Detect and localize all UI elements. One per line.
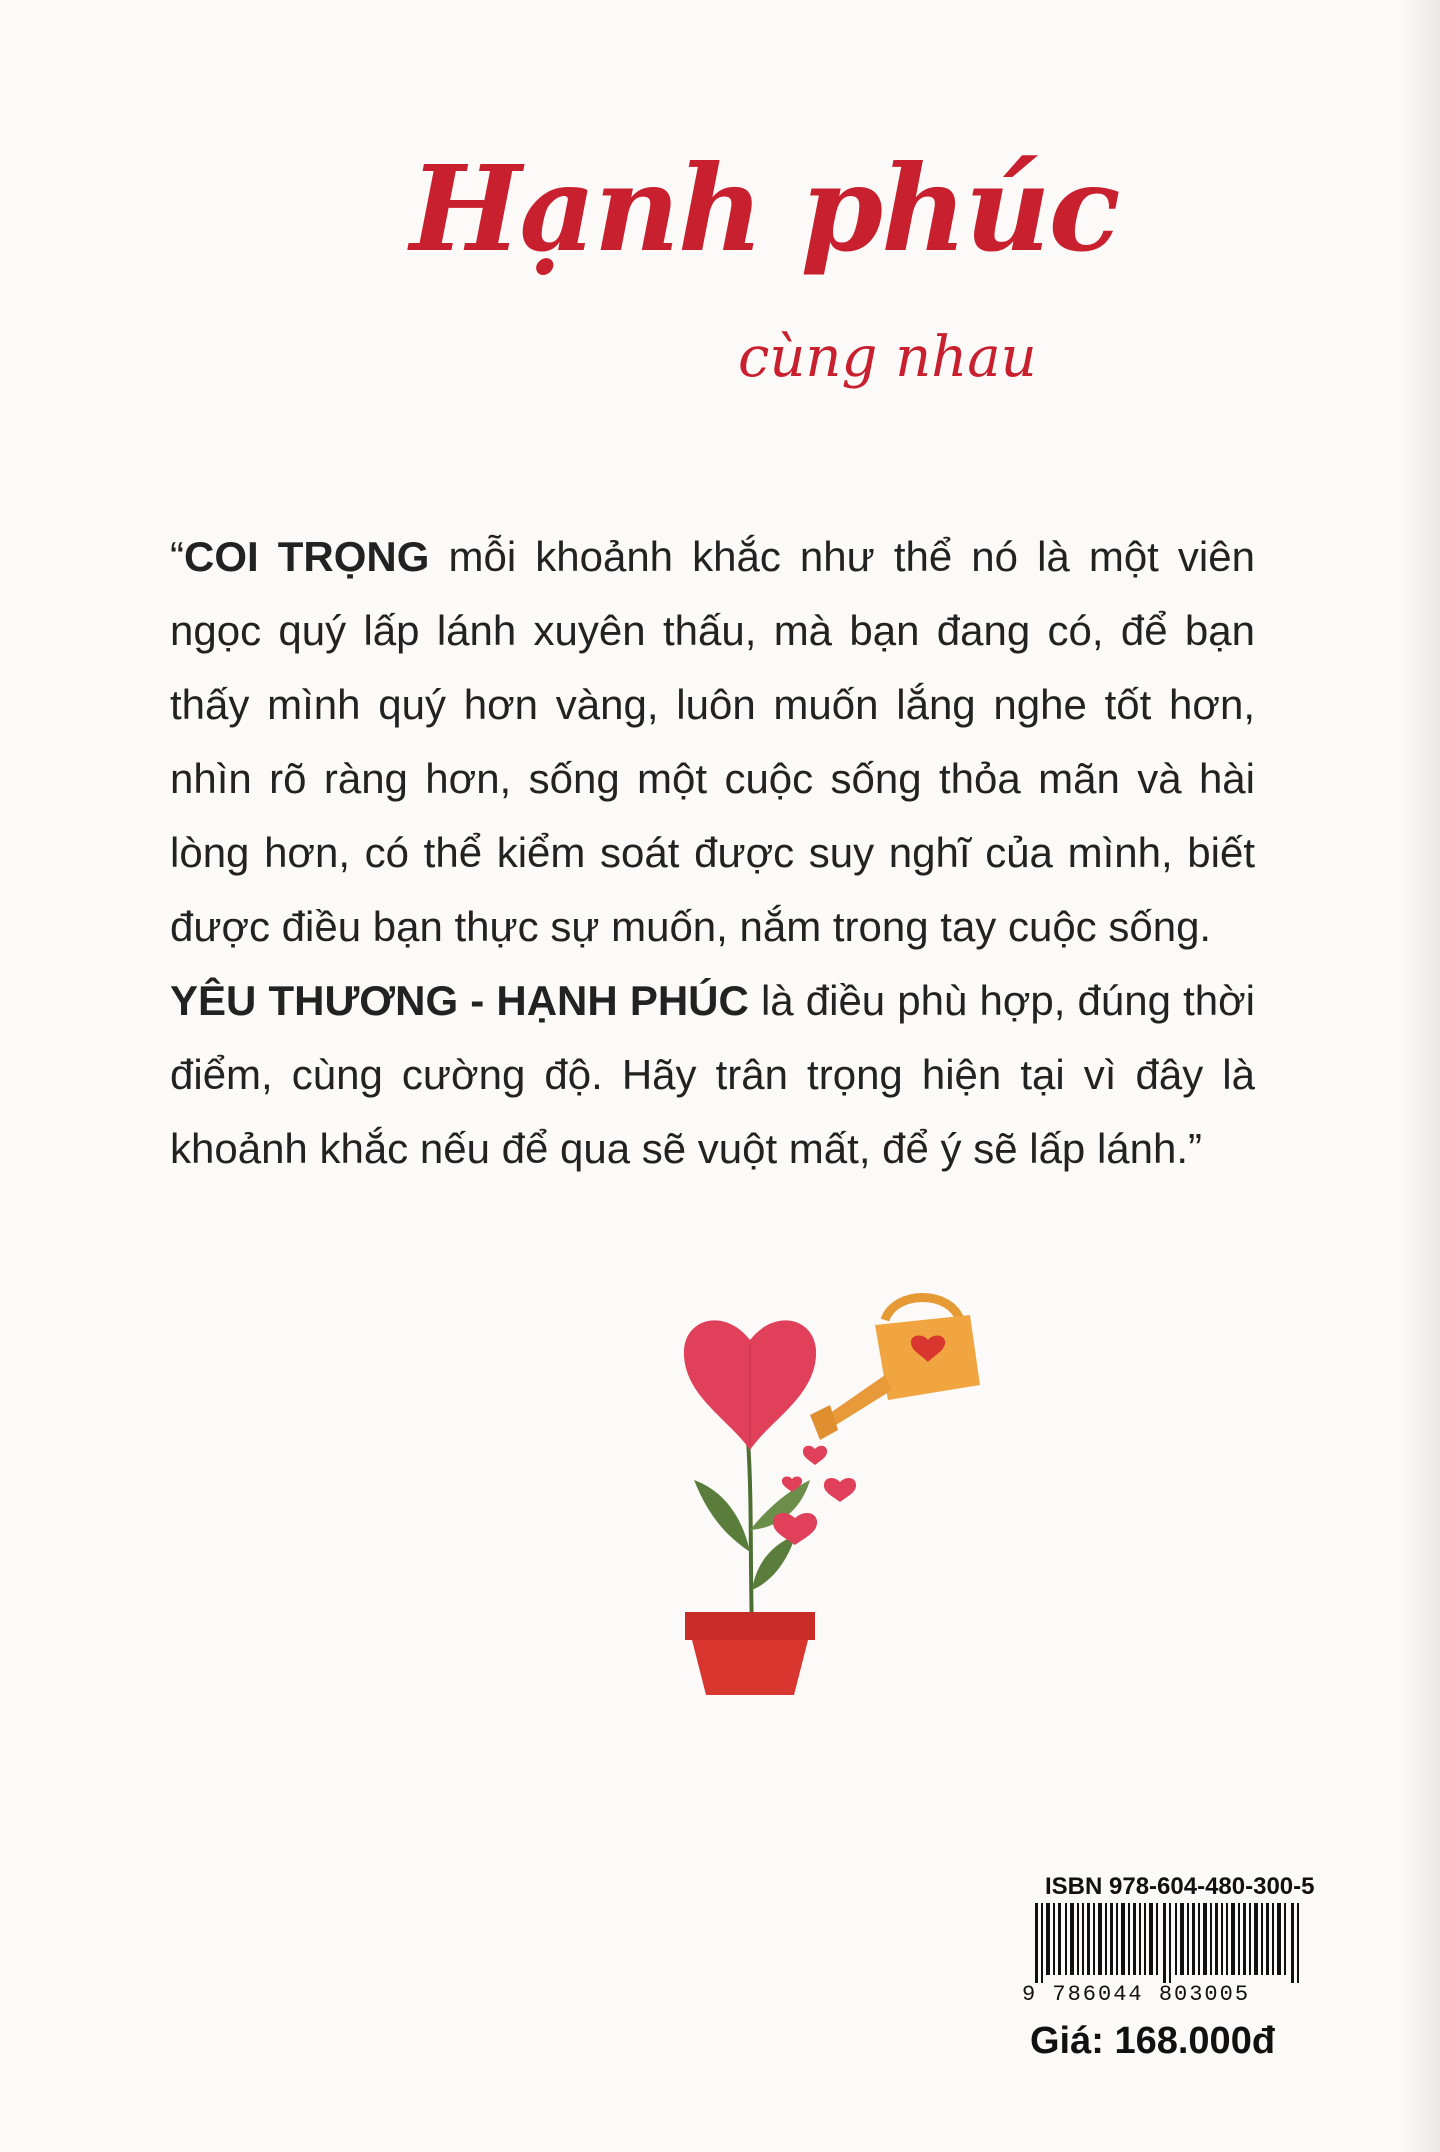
barcode (1035, 1903, 1300, 1983)
pot-body (692, 1640, 808, 1695)
can-spout-head (810, 1405, 838, 1440)
cover-subtitle: cùng nhau (738, 325, 1037, 390)
quote-emphasis-1: COI TRỌNG (184, 533, 430, 580)
cover-right-edge (1402, 0, 1440, 2152)
quote-open-mark: “ (170, 533, 184, 580)
barcode-digits: 9 786044 803005 (1022, 1982, 1251, 2007)
pot-rim (685, 1612, 815, 1640)
leaf-right-2 (752, 1535, 796, 1590)
falling-heart-4 (773, 1513, 817, 1545)
cover-title: Hạnh phúc (410, 139, 1119, 278)
falling-heart-3 (824, 1478, 856, 1502)
quote-text-1: mỗi khoảnh khắc như thể nó là một viên ngọc quý lấp lánh xuyên thấu, mà bạn đang có, để bạn thấy mình quý hơn vàng, luôn muốn lắng nghe tốt hơn, nhìn rõ ràng hơn, sống một cuộc sống thỏa mãn và hài lòng hơn, có thể kiểm soát được suy nghĩ của mình, biết được điều bạn thực sự muốn, nắm trong tay cuộc sống. (170, 533, 1255, 950)
quote-emphasis-2: YÊU THƯƠNG - HẠNH PHÚC (170, 977, 749, 1024)
isbn-label: ISBN 978-604-480-300-5 (1045, 1873, 1315, 1900)
leaf-left (694, 1480, 750, 1552)
back-cover-quote (170, 520, 1255, 1186)
stem (748, 1440, 752, 1630)
quote-text-2: là điều phù hợp, đúng thời điểm, cùng cường độ. Hãy trân trọng hiện tại vì đây là khoảnh khắc nếu để qua sẽ vuột mất, để ý sẽ lấp lánh.” (170, 977, 1255, 1172)
falling-heart-1 (803, 1446, 827, 1465)
heart-plant-illustration (670, 1290, 1000, 1700)
price-label: Giá: 168.000đ (1030, 2020, 1276, 2062)
can-handle (885, 1298, 960, 1321)
